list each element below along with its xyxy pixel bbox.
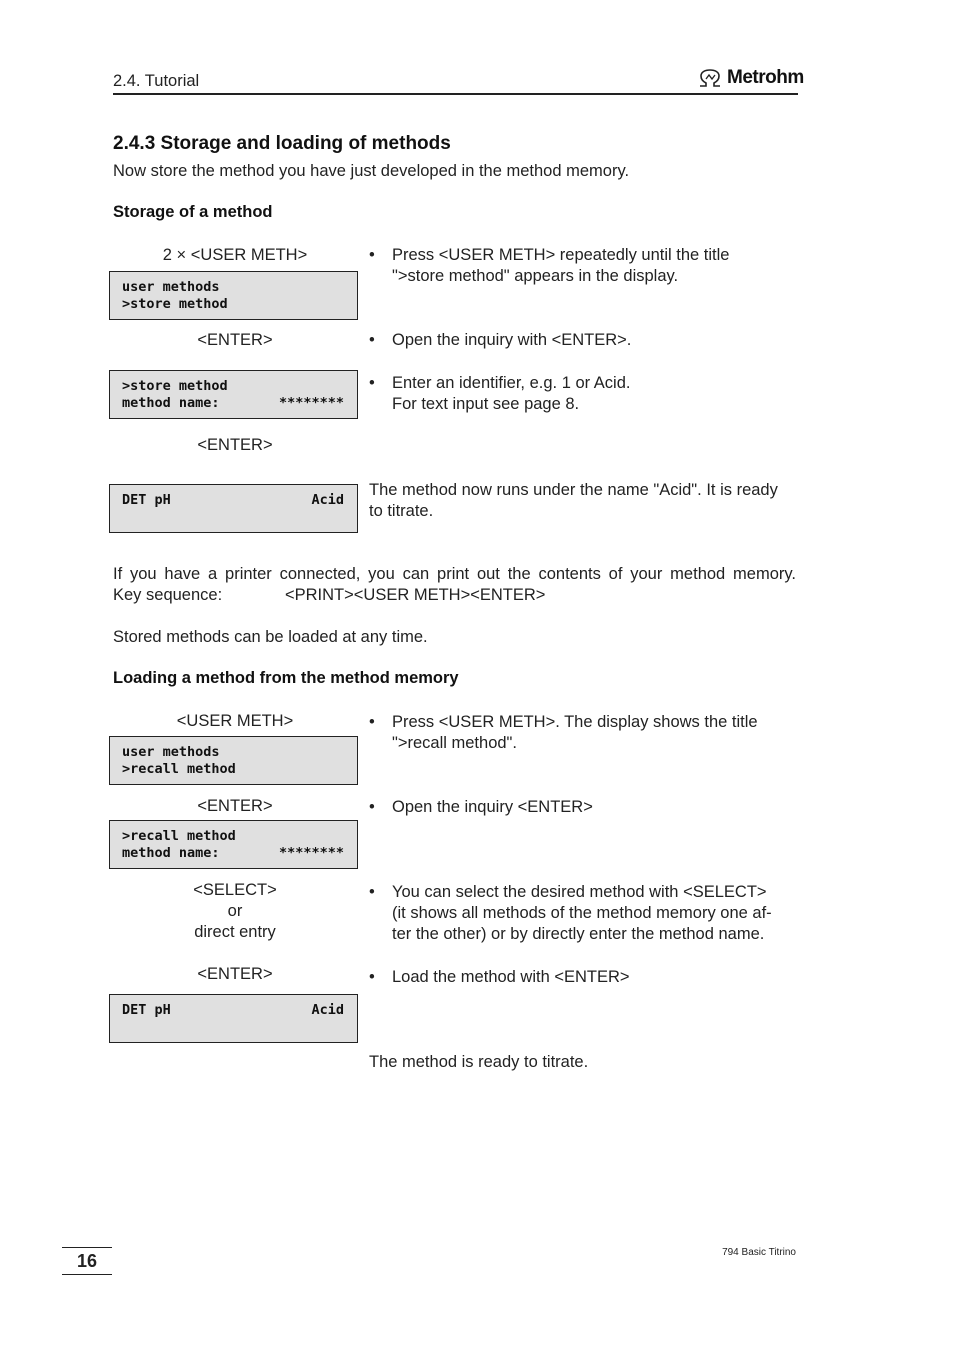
lcd-line1: >store method: [122, 378, 228, 394]
printer-paragraph: If you have a printer connected, you can print out the contents of your method memory.: [113, 565, 796, 583]
header-rule: [113, 93, 798, 95]
logo-text: Metrohm: [727, 67, 804, 88]
lcd-line2-right: ********: [278, 395, 344, 411]
key-sequence-label: Key sequence:: [113, 586, 223, 604]
lcd-line2: method name:: [122, 395, 220, 411]
bullet-dot: •: [369, 968, 375, 986]
page-number: 16: [76, 1251, 98, 1271]
step-text-line: Press <USER METH> repeatedly until the title: [392, 246, 730, 264]
key-sequence: <PRINT><USER METH><ENTER>: [285, 586, 546, 604]
step-text-line: Open the inquiry <ENTER>: [392, 798, 593, 816]
key-user-meth: <USER METH>: [176, 712, 294, 730]
footer-product: 794 Basic Titrino: [722, 1247, 796, 1258]
lcd-line1: DET pH: [122, 1002, 171, 1018]
step-text-line: You can select the desired method with <SELECT>: [392, 883, 767, 901]
lcd-line2-right: ********: [278, 845, 344, 861]
step-text-line: (it shows all methods of the method memory one af-: [392, 904, 772, 922]
lcd-display-store-3: [109, 484, 358, 533]
lcd-line1-right: Acid: [311, 1002, 344, 1018]
step-text-line: Load the method with <ENTER>: [392, 968, 630, 986]
key-select-or-direct-entry: [110, 880, 360, 943]
storage-subheading: Storage of a method: [113, 203, 273, 221]
intro-text: Now store the method you have just developed in the method memory.: [113, 162, 630, 180]
lcd-line1-right: Acid: [311, 492, 344, 508]
lcd-display-store-2: [109, 370, 358, 419]
key-enter: <ENTER>: [197, 436, 273, 454]
lcd-line1: >recall method: [122, 828, 236, 844]
loading-subheading: Loading a method from the method memory: [113, 669, 459, 687]
loading-note: The method is ready to titrate.: [369, 1053, 589, 1071]
lcd-line2: method name:: [122, 845, 220, 861]
key-line: or: [227, 902, 243, 920]
step-text-line: ">store method" appears in the display.: [392, 267, 679, 285]
lcd-line1: user methods: [122, 279, 220, 295]
step-text-line: For text input see page 8.: [392, 395, 580, 413]
page-number-rule-bottom: [62, 1274, 112, 1275]
note-line: to titrate.: [369, 502, 434, 520]
note-line: The method now runs under the name "Acid". It is ready: [369, 481, 778, 499]
lcd-display-load-1: [109, 736, 358, 785]
bullet-dot: •: [369, 331, 375, 349]
lcd-display-load-3: [109, 994, 358, 1043]
lcd-display-load-2: [109, 820, 358, 869]
stored-note: Stored methods can be loaded at any time.: [113, 628, 428, 646]
key-enter: <ENTER>: [197, 797, 273, 815]
key-line: <SELECT>: [193, 881, 277, 899]
step-text-line: ter the other) or by directly enter the method name.: [392, 925, 765, 943]
bullet-dot: •: [369, 798, 375, 816]
section-heading: 2.4.3 Storage and loading of methods: [113, 133, 451, 154]
lcd-display-store-1: [109, 271, 358, 320]
lcd-line1: user methods: [122, 744, 220, 760]
step-text-line: Press <USER METH>. The display shows the title: [392, 713, 758, 731]
bullet-dot: •: [369, 713, 375, 731]
step-text-line: Enter an identifier, e.g. 1 or Acid.: [392, 374, 631, 392]
step-text-line: ">recall method".: [392, 734, 517, 752]
key-enter: <ENTER>: [197, 331, 273, 349]
key-user-meth-twice: 2 × <USER METH>: [162, 246, 308, 264]
omega-icon: [697, 68, 723, 88]
lcd-line1: DET pH: [122, 492, 171, 508]
step-text-line: Open the inquiry with <ENTER>.: [392, 331, 632, 349]
storage-note: [369, 480, 778, 522]
header-section-title: 2.4. Tutorial: [113, 72, 200, 90]
bullet-dot: •: [369, 883, 375, 901]
bullet-dot: •: [369, 246, 375, 264]
metrohm-logo: [697, 66, 804, 90]
key-line: direct entry: [194, 923, 276, 941]
bullet-dot: •: [369, 374, 375, 392]
page-number-rule-top: [62, 1247, 112, 1248]
lcd-line2: >recall method: [122, 761, 236, 777]
lcd-line2: >store method: [122, 296, 228, 312]
key-enter: <ENTER>: [197, 965, 273, 983]
